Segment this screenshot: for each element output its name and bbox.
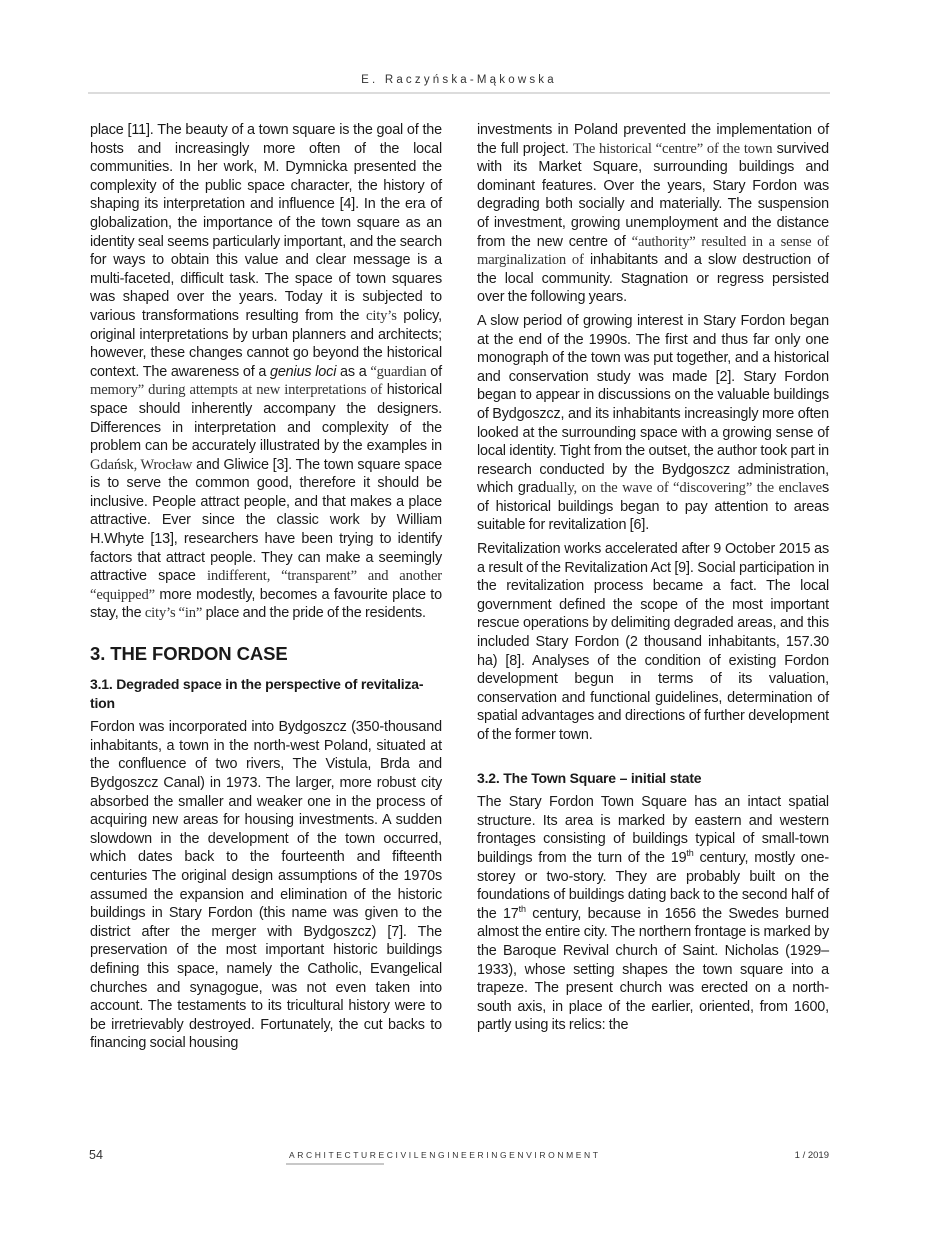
serif-run: city’s: [366, 307, 397, 324]
page-number: 54: [89, 1148, 103, 1162]
paragraph: A slow period of growing interest in Stary Fordon began at the end of the 1990s. The first and thus far only one monograph of the town was put together, and a historical and conservation study was made [2]. Stary Fordon began to appear in discussions on the valuable buildings of Bydgoszcz, and its inhabitants increasingly more often looked at the surrounding space with a growing sense of local identity. Tight from the outset, the author took part in research conducted by the Bydgoszcz administration, which gradually, on the wave of “discovering” the enclaves of historical buildings began to pay attention to areas suitable for revitalization [6].: [477, 312, 830, 534]
serif-run: indifferent, “transparent” and another “equipped”: [90, 568, 443, 603]
subsection-heading: 3.1. Degraded space in the perspective of revitalization: [90, 676, 424, 711]
header-rule: [88, 92, 830, 94]
paragraph: place [11]. The beauty of a town square is the goal of the hosts and increasingly more often of the local communities. In her work, M. Dymnicka presented the complexity of the public space character, the history of shaping its interpretation and influence [4]. In the era of globalization, the importance of the town square as an identity seal seems particularly important, and the search for ways to obtain this value and clear message is a multi-faceted, difficult task. The space of town squares was shaped over the years. Today it is subjected to various transformations resulting from the city’s policy, original interpretations by urban planners and architects; however, these changes cannot go beyond the historical context. The awareness of a genius loci as a “guardian of memory” during attempts at new interpretations of historical space should inherently accompany the designers. Differences in interpretation and complexity of the problem can be accurately illustrated by the examples in Gdańsk, Wrocław and Gliwice [3]. The town square space is to serve the common good, therefore it should be inclusive. People attract people, and that makes a place attractive. Ever since the classic work by William H.Whyte [13], researchers have been trying to identify factors that attract people. They can make a seemingly attractive space indifferent, “transparent” and another “equipped” more modestly, becomes a favourite place to stay, the city’s “in” place and the pride of the residents.: [90, 122, 443, 622]
serif-run: The historical “centre” of the town: [572, 140, 773, 157]
footer-underline: [286, 1163, 384, 1165]
running-head-author: E. Raczyńska-Mąkowska: [361, 74, 557, 86]
serif-run: memory” during attempts at new interpretations of: [90, 382, 383, 399]
superscript: th: [518, 903, 526, 914]
paragraph: Fordon was incorporated into Bydgoszcz (350-thousand inhabitants, a town in the north-west Poland, situated at the confluence of two rivers, The Vistula, Brda and Bydgoszcz Canal) in 1973. The larger, more robust city absorbed the smaller and weaker one in the process of acquiring new areas for housing investments. A sudden slowdown in the development of the town occurred, which dates back to the fourteenth and fifteenth centuries The original design assumptions of the 1970s assumed the expansion and elimination of the historic buildings in Stary Fordon (this name was given to the district after the merger with Bydgoszcz) [7]. The preservation of the most important historic buildings defining this space, namely the Catholic, Evangelical churches and synagogue, was not even taken into account. The testaments to its tricultural history were to be irretrievably destroyed. Fortunately, the cut backs to financing social housing: [90, 719, 442, 1052]
paragraph: Revitalization works accelerated after 9 October 2015 as a result of the Revitalization Act [9]. Social participation in the revitalization process became a fact. The local government defined the scope of the most important rescue operations by delimiting degraded areas, and this included Stary Fordon (2 thousand inhabitants, 157.30 ha) [8]. Analyses of the condition of existing Fordon development begun in terms of its valuation, conservation and functional guidelines, determination of spatial advantages and directions of further development of the former town.: [477, 541, 829, 743]
paragraph: investments in Poland prevented the implementation of the full project. The historical “centre” of the town survived with its Market Square, surrounding buildings and dominant features. Over the years, Stary Fordon was degrading both socially and materially. The suspension of investment, growing unemployment and the distance from the new centre of “authority” resulted in a sense of marginalization of inhabitants and a slow destruction of the local community. Stagnation or regress persisted over the following years.: [477, 122, 830, 306]
serif-run: “guardian: [370, 363, 427, 380]
superscript: th: [686, 847, 694, 858]
right-column: [477, 121, 829, 1040]
journal-name: ARCHITECTURECIVILENGINEERINGENVIRONMENT: [289, 1150, 601, 1160]
italic-term: genius loci: [269, 363, 337, 380]
left-column: [90, 121, 442, 1058]
paragraph: The Stary Fordon Town Square has an intact spatial structure. Its area is marked by eastern and western frontages consisting of buildings typical of small-town buildings from the turn of the 19th century, mostly one-storey or two-story. They are probably built on the foundations of buildings dating back to the second half of the 17th century, because in 1656 the Swedes burned almost the entire city. The northern frontage is marked by the Baroque Revival church of Saint. Nicholas (1929–1933), whose setting shapes the town square into a trapeze. The present church was erected on a north-south axis, in place of the earlier, oriented, from 1600, partly using its relics: the: [477, 794, 829, 1034]
subsection-heading: 3.2. The Town Square – initial state: [477, 769, 702, 786]
issue-number: 1 / 2019: [794, 1150, 829, 1161]
serif-run: Gdańsk, Wrocław: [90, 456, 193, 473]
section-heading: 3. THE FORDON CASE: [90, 643, 288, 665]
serif-run: “authority” resulted in a sense of marginalization of: [477, 233, 829, 269]
serif-run: city’s “in”: [144, 605, 203, 622]
serif-run: ually, on the wave of “discovering” the enclave: [546, 480, 822, 497]
